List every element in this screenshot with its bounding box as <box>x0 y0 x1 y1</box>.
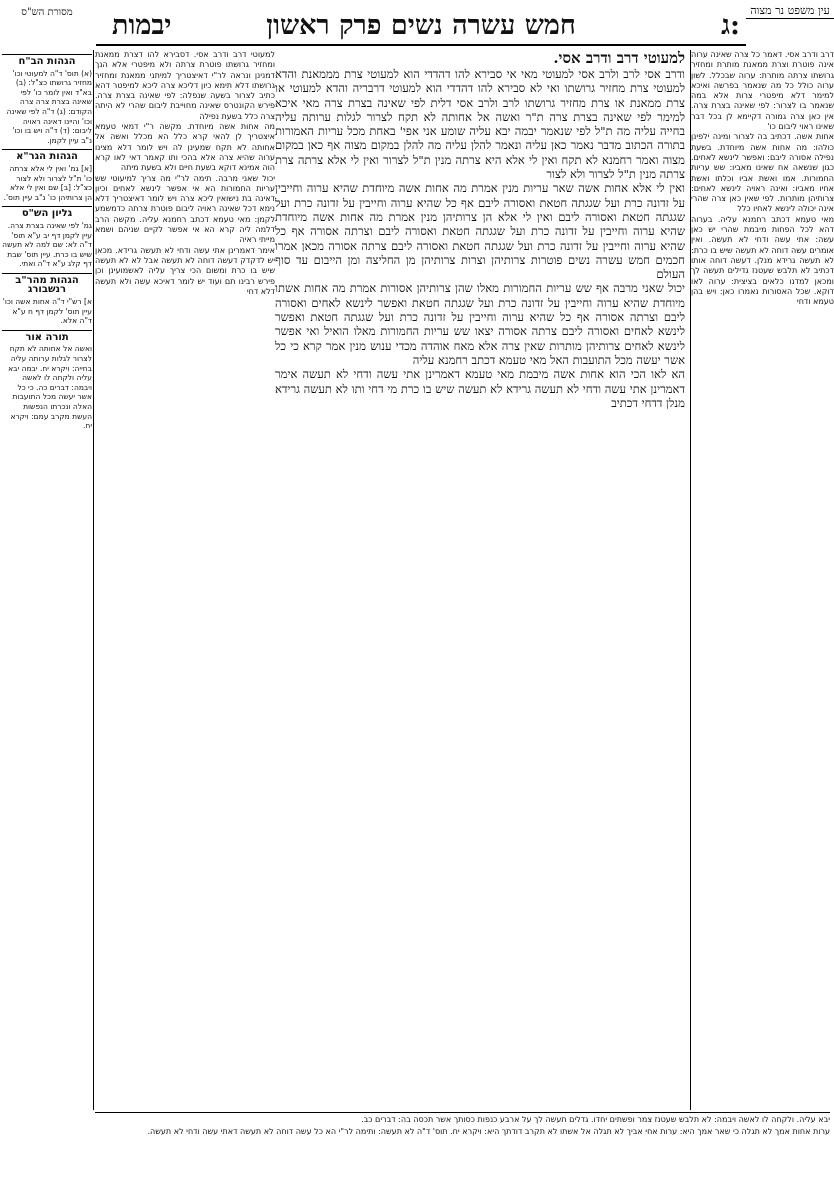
rashi-paragraph: דרב ודרב אסי. דאמר כל צרה שאינה ערוה אינה פוטרת וצרת ממאנת מותרת ומחזיר גרושתו צרתה מותרת: ערוה שבכלל. לשון ערוה כולל כל מה שנאמר בפרשה ואיכא למימר דלא מיפטרי צרות אלא במה שנאמר בו לצרור: לפי שאינה בצרת צרה. אין כאן צרה גמורה דקיימא לן בכל דבר שאינו ראוי ליבום כו' <box>691 50 834 132</box>
gemara-paragraph: ודרב אסי לרב ולרב אסי למעוטי מאי אי סבירא להו דהדדי הוא למעוטי צרת מממאנת והדא למעוטי צרת מחזיר גרושתו ואי לא סבירא להו דהדדי הוא למעוטי דרבריה והדא למעוטי או צרת ממאנת או צרת מחזיר גרושתו לרב ולרב אסי דלית לפי שאינה בצרת צרה מאי איכא למימר לפי שאינה בצרת צרה ת"ר ואשה אל אחותה לא תקח לצרור לגלות ערותה עליה בחייה עליה מה ת"ל לפי שנאמר יבמה יבא עליה שומע אני אפי' באחת מכל עריות האמורות בתורה הכתוב מדבר נאמר כאן עליה ונאמר להלן עליה מה להלן במקום מצוה אף כאן במקום מצוה ואמר רחמנא לא תקח ואין לי אלא היא צרתה מנין ת"ל לצרור ואין לי אלא צרתה צרת צרתה מנין ת"ל לצרור ולא לצור <box>275 67 685 182</box>
note-section-title: גליון הש"ס <box>2 206 92 219</box>
footnote-line: ערות אחות אמך לא תגלה כי שאר אמך היא: ערות אחי אביך לא תגלה אל אשתו לא תקרב דודתך היא: ויקרא יח. תוס' ד"ה לא תעשה: ותימה לר"י הא כל עשה דוחה לא תעשה דאתי עשה ודחי לא תעשה. <box>147 1127 830 1136</box>
note-section-text: ואשה אל אחותה לא תקח לצרור לגלות ערותה עליה בחייה: ויקרא יח. יבמה יבא עליה ולקחה לו לאשה ויבמה: דברים כה. כי כל אשר יעשה מכל התועבות האלה ונכרתו הנפשות העשת מקרב עמם: ויקרא יח. <box>8 344 92 431</box>
tosafot-paragraph: למעוטי דרב ודרב אסי. דסבירא להו דצרת ממאנת ומחזיר גרושתו פוטרת צרתה ולא מיפטרי אלא הנך דמנינן ונראה לר"י דאיצטריך למיתני ממאנת ומחזיר גרושתו דלא תימא כיון דליכא צרה ליכא למיפטר דהא כתיב לצרור בשעה שנפלה: לפי שאינה בצרת צרה. פירש הקונטרס שאינה מחוייבת ליבום שהרי לא היתה צרה כלל בשעת נפילה <box>95 50 275 121</box>
bottom-footnotes <box>95 1112 830 1169</box>
note-section-text: גמ' לפי שאינה בצרת צרה. עיין לקמן דף יב ע"א תוס' ד"ה לא: שם למה לא תעשה שיש בו כרת. עיין תוס' שבת דף קלג ע"א ד"ה ואתי. <box>2 220 92 269</box>
corner-label-right: עין משפט נר מצוה <box>746 4 834 19</box>
note-section-title: הגהות הגר"א <box>2 149 92 162</box>
column-divider <box>93 50 94 1110</box>
corner-label-left: מסורת הש"ס <box>21 7 73 18</box>
page-number: ג: <box>721 10 740 41</box>
page-header <box>96 8 746 46</box>
rashi-paragraph: אחות אשה. דכתיב בה לצרור ומינה ילפינן כולהו: מה אחות אשה מיוחדת. בשעת נפילה אסורה ליבם: ואפשר לינשא לאחים. כגון שנשאה אח שאינו מאביו: שש עריות החמורות. אמו ואשת אביו וכלתו ואשת אחיו מאביו: ואינה ראויה לינשא לאחים: צרותיהן מותרות. לפי שאין כאן צרה שהרי אינה יכולה לינשא לאחיו כלל <box>691 132 834 214</box>
rashi-commentary <box>691 50 834 1130</box>
note-section-text: (א) תוס' ד"ה למעוטי וכו' מחזיר גרושתו כצ"ל: (ב) בא"ד ואין לומר כו' לפי שאינה בצרת צרה צרה הקודם: (ג) ד"ה לפי שאינה וכו' והיינו דאינה ראויה ליבום: (ד) ד"ה ויש בו וכו' נ"ב עיין לקמן. <box>6 68 92 145</box>
tosafot-paragraph: יכול שאני מרבה. תימה לר"י מה צריך למיעוטי שש עריות החמורות הא אי אפשר לינשא לאחים וכיון דאינה בת נישואין ליכא צרה ויש לומר דאיצטריך דלא נימא דכל שאינה ראויה ליבום פוטרת צרתה כדמשמע לקמן: מאי טעמא דכתב רחמנא עליה. מקשה הרב דלמה ליה קרא הא אי אפשר לקיים שניהם ושמא מייתי ראיה <box>95 173 275 245</box>
gemara-main-text <box>275 50 685 1070</box>
marginal-notes <box>2 50 92 1120</box>
note-section-text: [א] גמ' ואין לי אלא צרתה כו' ת"ל לצרור ולא לצור כצ"ל: [ב] שם ואין לי אלא הן צרותיהן כו' נ"ב עיין תוס'. <box>3 163 92 202</box>
gemara-heading: למעוטי דרב ודרב אסי. <box>553 50 685 67</box>
chapter-title: חמש עשרה נשים פרק ראשון <box>266 10 576 41</box>
rashi-paragraph: מאי טעמא דכתב רחמנא עליה. בערוה דהא לכל הפחות מיבמת שהרי יש כאן עשה: אתי עשה ודחי לא תעשה. ואין אומרים עשה דוחה לא תעשה שיש בו כרת: לא תעשה גרידא מנלן. דעשה דוחה אותו דכתיב לא תלבש שעטנז גדילים תעשה לך ומכאן למדנו כלאים בציצית: ערוה לאו דוקא. שכל האסורות נאמרו כאן: ויש בהן טעמא ודחי <box>691 214 834 307</box>
note-section-title: הגהות הב"ח <box>2 54 92 67</box>
gemara-paragraph: יכול שאני מרבה אף שש עריות החמורות מאלו שהן צרותיהן אסורות אמרת מה אחות אשתו מיוחדת שהיא ערוה וחייבין על זדונה כרת ועל שגגתה חטאת ואפשר לינשא לאחים ואסורה ליבם וצרתה אסורה אף כל שהיא ערוה וחייבין על זדונה כרת ועל שגגתה חטאת ואפשר לינשא לאחים ואסורה ליבם צרתה אסורה יצאו שש עריות החמורות מאלו הואיל ואי אפשר לינשא לאחים צרותיהן מותרות שאין צרה אלא מאח אוהדה מכדי ענוש מנין אמר קרא כי כל אשר יעשה מכל התועבות האל מאי טעמא דכתב רחמנא עליה <box>275 281 685 367</box>
note-section-title: הגהות מהר"ב רנשבורג <box>2 273 92 295</box>
footnote-line: יבא עליה. ולקחה לו לאשה ויבמה: לא תלבש שעטנז צמר ופשתים יחדו. גדלים תעשה לך על ארבע כנפות כסותך אשר תכסה בה: דברים כב. <box>361 1115 830 1124</box>
note-section-text: א] רש"י ד"ה אחות אשה וכו' עיין תוס' לקמן דף ח ע"א ד"ה אלא. <box>2 297 92 326</box>
tractate-title: יבמות <box>112 10 172 41</box>
tosafot-paragraph: אימר דאמרינן אתי עשה ודחי לא תעשה גרידא. מכאן יש לדקדק דעשה דוחה לא תעשה אבל לא לא תעשה שיש בו כרת ומשום הכי צריך עליה לאשמועינן וכן פירש רבינו תם ועוד יש לומר דאיכא עשה ולא תעשה דלא דחי <box>95 245 275 296</box>
gemara-paragraph: ואין לי אלא אחות אשה שאר עריות מנין אמרת מה אחות אשה מיוחדת שהיא ערוה וחייבין על זדונה כרת ועל שגגתה חטאת ואסורה ליבם אף כל שהיא ערוה וחייבין על זדונה כרת ועל שגגתה חטאת ואסורה ליבם ואין לי אלא הן צרותיהן מנין אמרת מה אחות אשה מיוחדת שהיא ערוה וחייבין על זדונה כרת ועל שגגתה חטאת ואסורה ליבם וצרתה אסורה אף כל שהיא ערוה וחייבין על זדונה כרת ועל שגגתה חטאת ואסורה ליבם צרתה אסורה מכאן אמרו חכמים חמש עשרה נשים פוטרות צרותיהן וצרות צרותיהן מן החליצה ומן הייבום עד סוף העולם <box>275 181 685 282</box>
tosafot-paragraph: מה אחות אשה מיוחדת. מקשה ר"י דמאי טעמא איצטריך לן להאי קרא כלל הא מכלל ואשה אל אחותה לא תקח שמעינן לה ויש לומר דלא מצינו ערוה שהיא צרה אלא בהכי ותו קאמר דאי לאו קרא הוה אמינא דוקא בשעת חיים ולא בשעת מיתה <box>95 122 275 173</box>
tosafot-commentary <box>95 50 275 1100</box>
gemara-paragraph: הא לאו הכי הוא אחות אשה מיבמת מאי טעמא דאמרינן אתי עשה ודחי לא תעשה אימר דאמרינן אתי עשה ודחי לא תעשה גרידא לא תעשה שיש בו כרת מי דחי ותו לא תעשה גרידא מנלן דדחי דכתיב <box>275 367 685 410</box>
note-section-title: תורה אור <box>2 330 92 343</box>
